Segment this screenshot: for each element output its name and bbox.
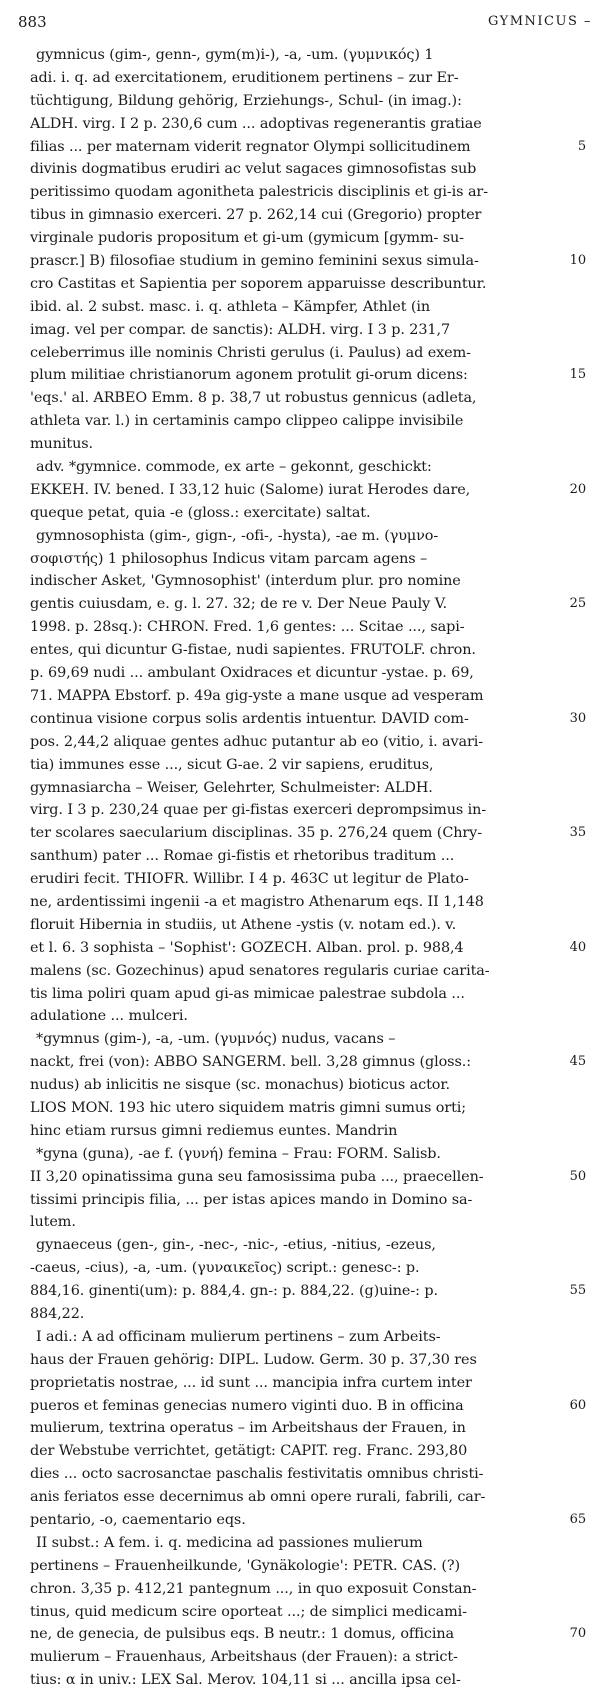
text-line (0, 158, 600, 181)
line-number: 40 (569, 939, 586, 955)
text-line (0, 1578, 600, 1601)
line-text: I adi.: A ad officinam mulierum pertinens – zum Arbeits- (36, 1328, 441, 1345)
text-line (0, 914, 600, 937)
text-line (0, 1532, 600, 1555)
text-line (0, 1555, 600, 1578)
text-line (0, 548, 600, 571)
text-line (0, 44, 600, 67)
line-text: virg. I 3 p. 230,24 quae per gi-fistas exerceri deprompsimus in- (30, 802, 487, 819)
text-line (0, 204, 600, 227)
line-text: santhum) pater ... Romae gi-fistis et rhetoribus traditum ... (30, 848, 455, 865)
line-text: ne, ardentissimi ingenii -a et magistro Athenarum eqs. II 1,148 (30, 893, 484, 910)
line-text: tissimi principis filia, ... per istas apices mando in Domino sa- (30, 1191, 473, 1208)
line-text: mulierum – Frauenhaus, Arbeitshaus (der Frauen): a strict- (30, 1649, 458, 1666)
page-header (8, 10, 592, 34)
line-number: 45 (569, 1054, 586, 1070)
text-line (0, 593, 600, 616)
line-text: haus der Frauen gehörig: DIPL. Ludow. Germ. 30 p. 37,30 res (30, 1351, 477, 1368)
text-line (0, 799, 600, 822)
line-text: floruit Hibernia in studiis, ut Athene -ystis (v. notam ed.). v. (30, 916, 457, 933)
line-text: divinis dogmatibus erudiri ac velut sagaces gimnosofistas sub (30, 161, 477, 178)
line-text: EKKEH. IV. bened. I 33,12 huic (Salome) iurat Herodes dare, (30, 481, 471, 498)
text-line (0, 1623, 600, 1646)
line-number: 10 (569, 253, 586, 269)
line-text: plum militiae christianorum agonem protulit gi-orum dicens: (30, 367, 468, 384)
line-text: chron. 3,35 p. 412,21 pantegnum ..., in quo exposuit Constan- (30, 1580, 477, 1597)
line-number: 65 (569, 1512, 586, 1527)
line-text: gymnasiarcha – Weiser, Gelehrter, Schulmeister: ALDH. (30, 779, 433, 796)
line-text: adi. i. q. ad exercitationem, eruditionem pertinens – zur Er- (30, 69, 459, 86)
line-text: tis lima poliri quam apud gi-as mimicae palestrae subdola ... (30, 985, 465, 1002)
line-text: et l. 6. 3 sophista – 'Sophist': GOZECH. Alban. prol. p. 988,4 (30, 939, 464, 956)
text-line (0, 296, 600, 319)
text-line (0, 181, 600, 204)
line-text: 1998. p. 28sq.): CHRON. Fred. 1,6 gentes: ... Scitae ..., sapi- (30, 619, 465, 636)
text-line (0, 685, 600, 708)
line-number: 25 (569, 596, 586, 612)
line-text: gynaeceus (gen-, gin-, -nec-, -nic-, -etius, -nitius, -ezeus, (36, 1237, 436, 1254)
text-line (0, 1211, 600, 1234)
line-text: malens (sc. Gozechinus) apud senatores regularis curiae carita- (30, 962, 490, 979)
line-text: 'eqs.' al. ARBEO Emm. 8 p. 38,7 ut robustus gennicus (adleta, (30, 390, 477, 407)
line-number: 5 (577, 138, 586, 154)
text-line (0, 1257, 600, 1280)
text-line (0, 937, 600, 960)
line-text: continua visione corpus solis ardentis intuentur. DAVID com- (30, 710, 469, 727)
text-line (0, 1303, 600, 1326)
line-text: 71. MAPPA Ebstorf. p. 49a gig-yste a mane usque ad vesperam (30, 687, 484, 704)
line-text: cro Castitas et Sapientia per soporem apparuisse describuntur. (30, 275, 487, 292)
line-text: prascr.] B) filosofiae studium in gemino feminini sexus simula- (30, 253, 479, 270)
line-text: tia) immunes esse ..., sicut G-ae. 2 vir sapiens, eruditus, (30, 756, 434, 773)
entry-text (0, 44, 600, 1692)
line-text: -caeus, -cius), -a, -um. (γυναικεῖος) script.: genesc-: p. (30, 1260, 420, 1277)
text-line (0, 845, 600, 868)
text-line (0, 479, 600, 502)
text-line (0, 456, 600, 479)
line-text: lutem. (30, 1214, 76, 1231)
text-line (0, 1074, 600, 1097)
text-line (0, 1028, 600, 1051)
line-text: 884,22. (30, 1305, 85, 1322)
line-text: adv. *gymnice. commode, ex arte – gekonnt, geschickt: (36, 459, 432, 476)
line-text: imag. vel per compar. de sanctis): ALDH. virg. I 3 p. 231,7 (30, 321, 451, 338)
text-line (0, 319, 600, 342)
line-text: II 3,20 opinatissima guna seu famosissima puba ..., praecellen- (30, 1168, 484, 1185)
line-number: 60 (569, 1397, 586, 1413)
text-line (0, 1646, 600, 1669)
line-text: σοφιστής) 1 philosophus Indicus vitam parcam agens – (30, 550, 428, 567)
line-text: II subst.: A fem. i. q. medicina ad passiones mulierum (36, 1534, 423, 1551)
line-text: tibus in gimnasio exerceri. 27 p. 262,14 cui (Gregorio) propter (30, 207, 482, 224)
text-line (0, 1189, 600, 1212)
line-text: erudiri fecit. THIOFR. Willibr. I 4 p. 463C ut legitur de Plato- (30, 871, 469, 888)
line-text: der Webstube verrichtet, getätigt: CAPIT. reg. Franc. 293,80 (30, 1443, 468, 1460)
text-line (0, 387, 600, 410)
text-line (0, 1120, 600, 1143)
text-line (0, 1486, 600, 1509)
line-text: tius: α in univ.: LEX Sal. Merov. 104,11 si ... ancilla ipsa cel- (30, 1672, 461, 1689)
line-text: virginale pudoris propositum et gi-um (gymicum [gymm- su- (30, 230, 464, 247)
text-line (0, 1395, 600, 1418)
line-text: indischer Asket, 'Gymnosophist' (interdum plur. pro nomine (30, 573, 461, 590)
text-line (0, 822, 600, 845)
line-text: *gymnus (gim-), -a, -um. (γυμνός) nudus, vacans – (36, 1031, 396, 1048)
text-line (0, 364, 600, 387)
line-text: proprietatis nostrae, ... id sunt ... mancipia infra curtem inter (30, 1374, 472, 1391)
line-text: ter scolares saecularium disciplinas. 35 p. 276,24 quem (Chry- (30, 825, 482, 842)
line-text: 884,16. ginenti(um): p. 884,4. gn-: p. 884,22. (g)uine-: p. (30, 1283, 438, 1300)
text-line (0, 960, 600, 983)
text-line (0, 983, 600, 1006)
line-number: 70 (569, 1626, 586, 1642)
text-line (0, 227, 600, 250)
line-text: tinus, quid medicum scire oporteat ...; de simplici medicami- (30, 1603, 467, 1620)
text-line (0, 250, 600, 273)
text-line (0, 273, 600, 296)
text-line (0, 891, 600, 914)
line-text: *gyna (guna), -ae f. (γυνή) femina – Frau: FORM. Salisb. (36, 1145, 441, 1162)
text-line (0, 1326, 600, 1349)
text-line (0, 1372, 600, 1395)
line-number: 35 (569, 825, 586, 841)
line-text: nackt, frei (von): ABBO SANGERM. bell. 3,28 gimnus (gloss.: (30, 1054, 471, 1071)
text-line (0, 113, 600, 136)
line-text: pos. 2,44,2 aliquae gentes adhuc putantur ab eo (vitio, i. avari- (30, 733, 484, 750)
text-line (0, 525, 600, 548)
line-text: queque petat, quia -e (gloss.: exercitate) saltat. (30, 504, 371, 521)
line-text: anis feriatos esse decernimus ab omni opere rurali, fabrili, car- (30, 1489, 486, 1506)
line-text: ne, de genecia, de pulsibus eqs. B neutr.: 1 domus, officina (30, 1626, 454, 1643)
text-line (0, 616, 600, 639)
line-text: nudus) ab inlicitis ne sisque (sc. monachus) bioticus actor. (30, 1077, 450, 1094)
page-number: 883 (18, 13, 47, 31)
text-line (0, 1166, 600, 1189)
text-line (0, 1051, 600, 1074)
text-line (0, 570, 600, 593)
text-line (0, 777, 600, 800)
text-line (0, 754, 600, 777)
line-text: munitus. (30, 436, 93, 453)
line-text: ibid. al. 2 subst. masc. i. q. athleta – Kämpfer, Athlet (in (30, 298, 431, 315)
running-head: GYMNICUS – (487, 14, 592, 29)
line-text: pentario, -o, caementario eqs. (30, 1512, 246, 1528)
line-text: mulierum, textrina operatus – im Arbeitshaus der Frauen, in (30, 1420, 466, 1437)
line-text: pueros et feminas genecias numero viginti duo. B in officina (30, 1397, 464, 1414)
text-line (0, 410, 600, 433)
line-text: adulatione ... mulceri. (30, 1008, 188, 1025)
line-number: 20 (569, 481, 586, 497)
line-number: 50 (569, 1168, 586, 1184)
line-text: gymnicus (gim-, genn-, gym(m)i-), -a, -um. (γυμνικός) 1 (36, 47, 434, 63)
text-line (0, 1349, 600, 1372)
line-text: LIOS MON. 193 hic utero siquidem matris gimni sumus orti; (30, 1099, 467, 1116)
text-line (0, 1280, 600, 1303)
text-line (0, 1601, 600, 1624)
line-text: tüchtigung, Bildung gehörig, Erziehungs-, Schul- (in imag.): (30, 92, 462, 109)
line-text: peritissimo quodam agonitheta palestricis disciplinis et gi-is ar- (30, 184, 488, 201)
text-line (0, 1005, 600, 1028)
text-line (0, 1509, 600, 1532)
text-line (0, 1669, 600, 1692)
line-text: p. 69,69 nudi ... ambulant Oxidraces et dicuntur -ystae. p. 69, (30, 665, 474, 682)
text-line (0, 639, 600, 662)
line-text: dies ... octo sacrosanctae paschalis festivitatis omnibus christi- (30, 1466, 484, 1483)
line-number: 55 (569, 1283, 586, 1299)
text-line (0, 868, 600, 891)
text-line (0, 1234, 600, 1257)
line-text: celeberrimus ille nominis Christi gerulus (i. Paulus) ad exem- (30, 344, 471, 361)
text-line (0, 1417, 600, 1440)
line-number: 15 (569, 367, 586, 383)
line-number: 30 (569, 710, 586, 726)
line-text: ALDH. virg. I 2 p. 230,6 cum ... adoptivas regenerantis gratiae (30, 115, 482, 132)
line-text: gymnosophista (gim-, gign-, -ofi-, -hysta), -ae m. (γυμνο- (36, 527, 439, 544)
text-line (0, 502, 600, 525)
line-text: gentis cuiusdam, e. g. l. 27. 32; de re v. Der Neue Pauly V. (30, 596, 447, 613)
text-line (0, 1143, 600, 1166)
line-text: entes, qui dicuntur G-fistae, nudi sapientes. FRUTOLF. chron. (30, 642, 476, 659)
text-line (0, 90, 600, 113)
text-line (0, 433, 600, 456)
text-line (0, 662, 600, 685)
text-line (0, 731, 600, 754)
text-line (0, 1097, 600, 1120)
line-text: pertinens – Frauenheilkunde, 'Gynäkologie': PETR. CAS. (?) (30, 1557, 460, 1574)
text-line (0, 136, 600, 159)
text-line (0, 342, 600, 365)
line-text: filias ... per maternam viderit regnator Olympi sollicitudinem (30, 138, 471, 155)
text-line (0, 1463, 600, 1486)
text-line (0, 1440, 600, 1463)
line-text: athleta var. l.) in certaminis campo clippeo calippe invisibile (30, 413, 464, 430)
text-line (0, 708, 600, 731)
line-text: hinc etiam rursus gimni rediemus euntes. Mandrin (30, 1122, 398, 1139)
text-line (0, 67, 600, 90)
